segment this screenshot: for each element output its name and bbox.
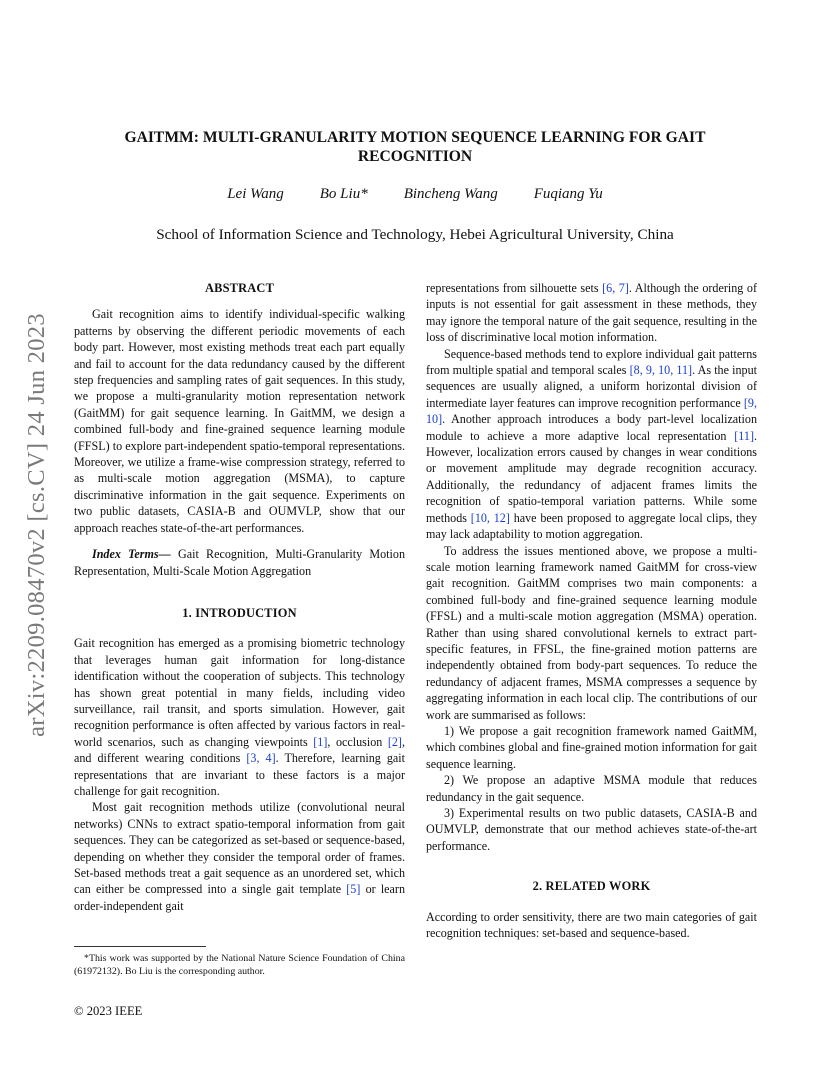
arxiv-id: arXiv:2209.08470v2 [cs.CV] 24 Jun 2023 bbox=[23, 313, 51, 737]
citation-link[interactable]: [8, 9, 10, 11] bbox=[629, 363, 693, 378]
footnote bbox=[74, 952, 405, 978]
author: Bo Liu* bbox=[319, 186, 368, 202]
intro-paragraph: Most gait recognition methods utilize (convolutional neural networks) CNNs to extract spatio-temporal information from gait sequences. They can be categorized as set-based or sequence-based, depending on whether they consider the temporal order of frames. Set-based methods treat a gait sequence as an unordered set, which can either be compressed into a single gait template [5] or learn order-independent gait bbox=[74, 800, 405, 913]
related-work-heading: 2. RELATED WORK bbox=[532, 879, 651, 894]
index-terms-text: Gait Recognition, Multi-Granularity Motion Representation, Multi-Scale Motion Aggregation bbox=[74, 547, 405, 578]
paper-title: GAITMM: MULTI-GRANULARITY MOTION SEQUENCE LEARNING FOR GAIT RECOGNITION bbox=[124, 129, 706, 165]
right-column bbox=[426, 280, 757, 941]
contribution-item: 2) We propose an adaptive MSMA module that reduces redundancy in the gait sequence. bbox=[426, 773, 757, 804]
abstract-text: Gait recognition aims to identify individual-specific walking patterns by observing the different periodic movements of each body part. However, most existing methods treat each part equally and fail to account for the data redundancy caused by the different step frequencies and sampling rates of gait sequences. In this study, we propose a multi-granularity motion representation network (GaitMM) for gait sequence learning. In GaitMM, we design a combined full-body and fine-grained sequence learning module (FFSL) to explore part-independent spatio-temporal representations. Moreover, we utilize a frame-wise compression strategy, referred to as multi-scale motion aggregation (MSMA), to capture discriminative information in the gait sequence. Experiments on two public datasets, CASIA-B and OUMVLP, show that our approach reaches state-of-the-art performances. bbox=[74, 307, 405, 535]
body-paragraph: representations from silhouette sets [6, 7]. Although the ordering of inputs is not essential for gait assessment in these methods, they may ignore the temporal nature of the gait sequence, resulting in the loss of discriminative local motion information. bbox=[426, 281, 757, 345]
index-terms bbox=[74, 546, 405, 579]
index-terms-label: Index Terms— bbox=[92, 547, 171, 562]
copyright: © 2023 IEEE bbox=[74, 1004, 143, 1018]
citation-link[interactable]: [11] bbox=[734, 428, 754, 443]
citation-link[interactable]: [5] bbox=[346, 882, 361, 897]
affiliation: School of Information Science and Technology, Hebei Agricultural University, China bbox=[156, 226, 674, 243]
footnote-text: *This work was supported by the National Nature Science Foundation of China (61972132). Bo Liu is the corresponding author. bbox=[74, 953, 405, 977]
body-paragraph: Sequence-based methods tend to explore individual gait patterns from multiple spatial and temporal scales [8, 9, 10, 11]. As the input sequences are usually aligned, a uniform horizontal division of intermediate layer features can improve recognition performance [9, 10]. Another approach introduces a body part-level localization module to achieve a more adaptive local representation [11]. However, localization errors caused by changes in wear conditions or movement amplitude may degrade recognition accuracy. Additionally, the redundancy of adjacent frames limits the recognition of spatio-temporal variation patterns. While some methods [10, 12] have been proposed to aggregate local clips, they may lack adaptability to motion aggregation. bbox=[426, 346, 757, 542]
abstract-heading: ABSTRACT bbox=[204, 281, 275, 295]
intro-paragraph: Gait recognition has emerged as a promising biometric technology that leverages human gait information for long-distance identification without the cooperation of subjects. This technology has shown great potential in many fields, including video surveillance, rail transit, and sports simulation. However, gait recognition performance is often affected by various factors in real-world scenarios, such as changing viewpoints [1], occlusion [2], and different wearing conditions [3, 4]. Therefore, learning gait representations that are invariant to these factors is a major challenge for gait recognition. bbox=[74, 636, 405, 798]
contribution-item: 3) Experimental results on two public datasets, CASIA-B and OUMVLP, demonstrate that our method achieves state-of-the-art performance. bbox=[426, 806, 757, 853]
citation-link[interactable]: [3, 4] bbox=[246, 751, 276, 766]
intro-heading: 1. INTRODUCTION bbox=[182, 605, 297, 620]
arxiv-stamp bbox=[22, 290, 52, 760]
citation-link[interactable]: [10, 12] bbox=[470, 510, 510, 525]
author: Fuqiang Yu bbox=[533, 186, 603, 202]
citation-link[interactable]: [2] bbox=[387, 734, 402, 749]
author-list bbox=[74, 186, 756, 203]
citation-link[interactable]: [1] bbox=[313, 734, 328, 749]
left-column bbox=[74, 280, 405, 914]
author: Lei Wang bbox=[227, 186, 284, 202]
author: Bincheng Wang bbox=[403, 186, 498, 202]
body-paragraph: To address the issues mentioned above, we propose a multi-scale motion learning framework named GaitMM for cross-view gait recognition. GaitMM comprises two main components: a combined full-body and fine-grained sequence learning module (FFSL) and a multi-scale motion aggregation (MSMA) operation. Rather than using shared convolutional kernels to extract part-specific features, in FFSL, the fine-grained motion patterns are independently obtained from body-part sequences. To reduce the redundancy of adjacent frames, MSMA compresses a sequence by aggregating information in each local clip. The contributions of our work are summarised as follows: bbox=[426, 543, 757, 722]
body-paragraph: According to order sensitivity, there are two main categories of gait recognition techniques: set-based and sequence-based. bbox=[426, 909, 757, 941]
citation-link[interactable]: [6, 7] bbox=[602, 281, 629, 295]
footnote-rule bbox=[74, 946, 206, 947]
citation-link[interactable]: [9, 10] bbox=[426, 395, 757, 427]
contribution-item: 1) We propose a gait recognition framework named GaitMM, which combines global and fine-grained motion information for gait sequence learning. bbox=[426, 723, 757, 771]
